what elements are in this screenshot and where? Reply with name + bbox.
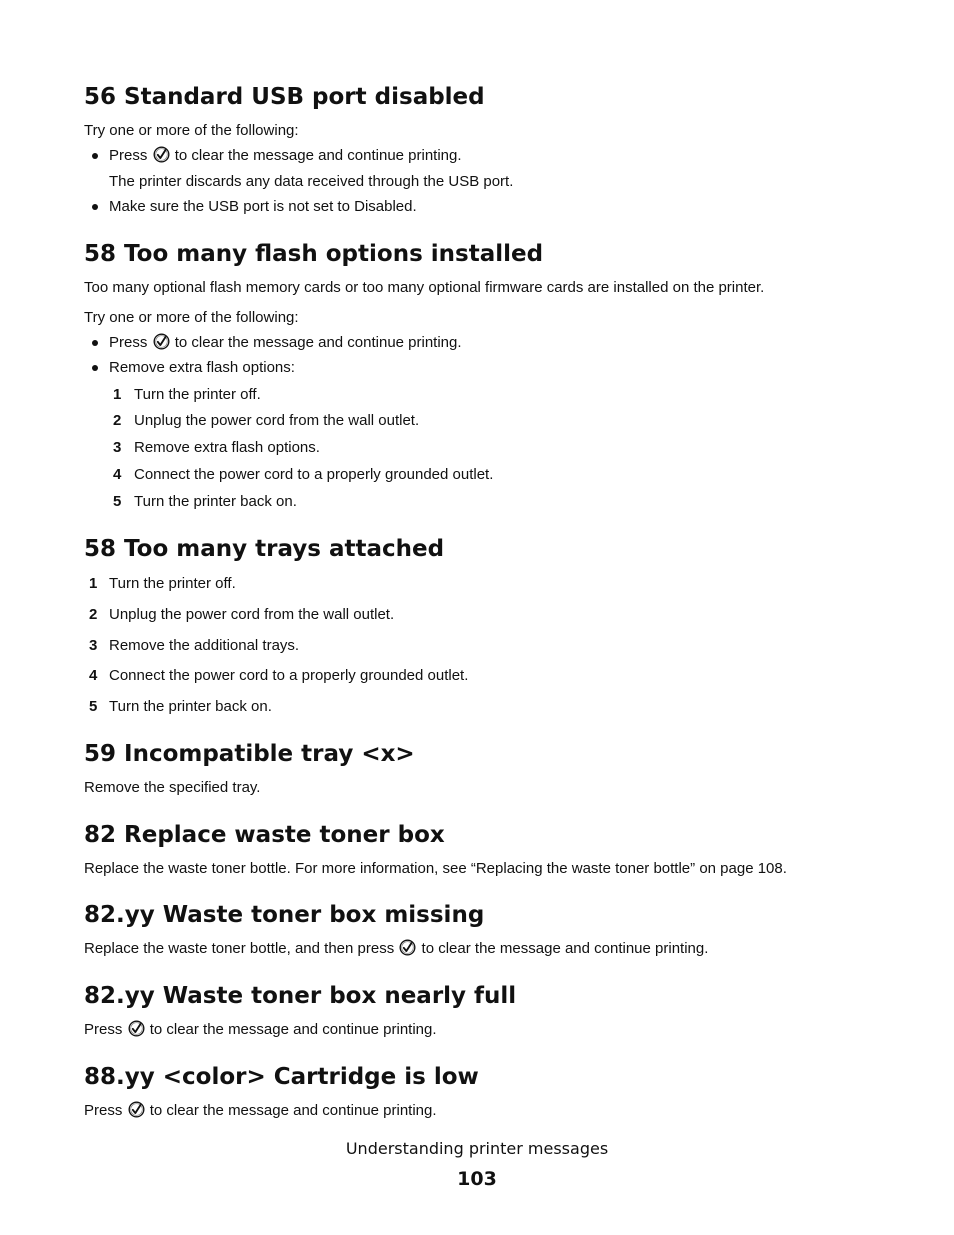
description-text: Press to clear the message and continue printing.: [84, 1102, 437, 1119]
step-text: Unplug the power cord from the wall outlet.: [109, 606, 395, 623]
step-number: 1: [113, 386, 122, 403]
check-circle-icon: [128, 1101, 145, 1118]
bullet-text: Press to clear the message and continue printing.: [109, 334, 462, 351]
bullet: [92, 365, 98, 371]
step-text: Remove the additional trays.: [109, 637, 300, 654]
step-text: Turn the printer off.: [109, 575, 236, 592]
step-text: Turn the printer back on.: [134, 493, 297, 510]
description-text: Replace the waste toner bottle, and then press to clear the message and continue printing.: [84, 940, 709, 957]
step-text: Unplug the power cord from the wall outlet.: [134, 412, 420, 429]
check-circle-icon: [399, 939, 416, 956]
heading-82yy-waste-toner-box-nearly-full: 82.yy Waste toner box nearly full: [84, 983, 517, 1009]
page-number: 103: [457, 1168, 497, 1190]
step-number: 1: [89, 575, 98, 592]
check-circle-icon: [153, 146, 170, 163]
description-text: Too many optional flash memory cards or too many optional firmware cards are installed on the printer.: [84, 279, 765, 296]
note-text: The printer discards any data received through the USB port.: [109, 173, 514, 190]
step-text: Remove extra flash options.: [134, 439, 320, 456]
bullet-text: Remove extra flash options:: [109, 359, 295, 376]
step-number: 5: [89, 698, 98, 715]
bullet-text: Press to clear the message and continue printing.: [109, 147, 462, 164]
intro-text: Try one or more of the following:: [84, 122, 299, 139]
heading-82-replace-waste-toner-box: 82 Replace waste toner box: [84, 822, 445, 848]
step-text: Connect the power cord to a properly grounded outlet.: [109, 667, 469, 684]
step-number: 5: [113, 493, 122, 510]
check-circle-icon: [153, 333, 170, 350]
step-text: Turn the printer back on.: [109, 698, 272, 715]
heading-88yy-cartridge-is-low: 88.yy <color> Cartridge is low: [84, 1064, 479, 1090]
bullet-text: Make sure the USB port is not set to Disabled.: [109, 198, 417, 215]
heading-58-too-many-trays: 58 Too many trays attached: [84, 536, 445, 562]
heading-82yy-waste-toner-box-missing: 82.yy Waste toner box missing: [84, 902, 485, 928]
step-number: 2: [89, 606, 98, 623]
step-number: 4: [89, 667, 98, 684]
bullet: [92, 153, 98, 159]
step-number: 2: [113, 412, 122, 429]
description-text: Press to clear the message and continue printing.: [84, 1021, 437, 1038]
heading-59-incompatible-tray: 59 Incompatible tray <x>: [84, 741, 415, 767]
bullet: [92, 340, 98, 346]
footer-section-label: Understanding printer messages: [345, 1139, 609, 1158]
description-text: Replace the waste toner bottle. For more information, see “Replacing the waste toner bottle” on page 108.: [84, 860, 787, 877]
description-text: Remove the specified tray.: [84, 779, 261, 796]
check-circle-icon: [128, 1020, 145, 1037]
step-text: Connect the power cord to a properly grounded outlet.: [134, 466, 494, 483]
step-number: 3: [113, 439, 122, 456]
step-number: 3: [89, 637, 98, 654]
intro-text: Try one or more of the following:: [84, 309, 299, 326]
bullet: [92, 204, 98, 210]
heading-56-standard-usb-port-disabled: 56 Standard USB port disabled: [84, 84, 485, 110]
step-text: Turn the printer off.: [134, 386, 261, 403]
step-number: 4: [113, 466, 122, 483]
heading-58-too-many-flash-options: 58 Too many flash options installed: [84, 241, 544, 267]
